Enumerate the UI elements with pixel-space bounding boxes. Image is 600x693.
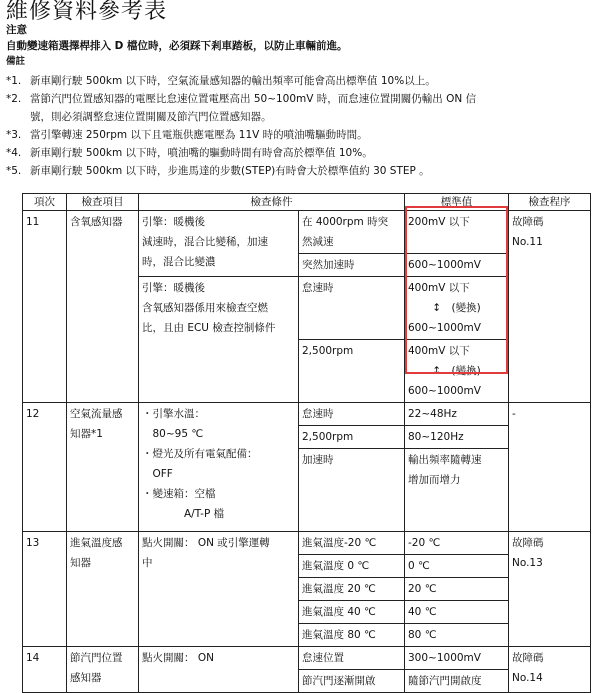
header-standard: 標準值	[405, 194, 509, 211]
standard-value-cell: 0 ℃	[405, 555, 509, 578]
standard-value-cell: 22~48Hz	[405, 403, 509, 426]
condition-cell: ・引擎水溫： 80~95 ℃ ・燈光及所有電氣配備： OFF ・變速箱：空檔 A/T-P 檔	[139, 403, 299, 532]
table-row	[23, 647, 591, 670]
sub-condition-cell: 進氣溫度 20 ℃	[299, 578, 405, 601]
remark-item: *4. 新車剛行駛 500km 以下時，噴油嘴的驅動時間有時會高於標準值 10%。	[6, 147, 373, 159]
remarks-label: 備註	[6, 56, 26, 67]
item-no-cell: 14	[23, 647, 67, 693]
standard-value-cell: 200mV 以下	[405, 211, 509, 254]
sub-condition-cell: 怠速位置	[299, 647, 405, 670]
standard-value-cell: 20 ℃	[405, 578, 509, 601]
switch-arrow-icon: ↕ (變換)	[432, 365, 481, 377]
page-title: 維修資料參考表	[6, 0, 168, 24]
remark-item: *5. 新車剛行駛 500km 以下時，步進馬達的步數(STEP)有時會大於標準值約 30 STEP 。	[6, 165, 430, 177]
header-item-no: 項次	[23, 194, 67, 211]
sub-condition-cell: 在 4000rpm 時突 然減速	[299, 211, 405, 254]
reference-table	[22, 193, 591, 693]
procedure-cell: -	[509, 403, 591, 532]
standard-value-cell: 輸出頻率隨轉速 增加而增力	[405, 449, 509, 532]
remark-item: *2. 當節汽門位置感知器的電壓比怠速位置電壓高出 50~100mV 時，而怠速位置開關仍輸出 ON 信	[6, 93, 477, 105]
check-item-cell: 空氣流量感 知器*1	[67, 403, 139, 532]
standard-value-cell: 40 ℃	[405, 601, 509, 624]
sub-condition-cell: 節汽門逐漸開啟	[299, 670, 405, 693]
item-no-cell: 11	[23, 211, 67, 403]
sub-condition-cell: 進氣溫度 80 ℃	[299, 624, 405, 647]
sub-condition-cell: 2,500rpm	[299, 340, 405, 403]
standard-value-cell: 600~1000mV	[405, 254, 509, 277]
standard-value-cell: 300~1000mV	[405, 647, 509, 670]
switch-arrow-icon: ↕ (變換)	[432, 302, 481, 314]
remark-item: 號，則必須調整怠速位置開關及節汽門位置感知器。	[30, 111, 272, 123]
table-header-row	[23, 194, 591, 211]
table-row	[23, 403, 591, 426]
remark-item: *3. 當引擎轉速 250rpm 以下且電瓶供應電壓為 11V 時的噴油嘴驅動時間。	[6, 129, 368, 141]
remark-item: *1. 新車剛行駛 500km 以下時，空氣流量感知器的輸出頻率可能會高出標準值 10%以上。	[6, 75, 436, 87]
sub-condition-cell: 進氣溫度 0 ℃	[299, 555, 405, 578]
procedure-cell: 故障碼 No.13	[509, 532, 591, 647]
standard-value-cell: 80 ℃	[405, 624, 509, 647]
condition-cell: 點火開關： ON 或引擎運轉 中	[139, 532, 299, 647]
sub-condition-cell: 突然加速時	[299, 254, 405, 277]
standard-value-cell: 400mV 以下 ↕ (變換) 600~1000mV	[405, 277, 509, 340]
check-item-cell: 進氣溫度感 知器	[67, 532, 139, 647]
procedure-cell: 故障碼 No.11	[509, 211, 591, 403]
standard-value-cell: 80~120Hz	[405, 426, 509, 449]
item-no-cell: 12	[23, 403, 67, 532]
table-row	[23, 211, 591, 254]
header-condition: 檢查條件	[139, 194, 405, 211]
standard-value-cell: -20 ℃	[405, 532, 509, 555]
sub-condition-cell: 怠速時	[299, 403, 405, 426]
sub-condition-cell: 怠速時	[299, 277, 405, 340]
condition-cell: 點火開關： ON	[139, 647, 299, 693]
sub-condition-cell: 進氣溫度 40 ℃	[299, 601, 405, 624]
standard-value-cell: 400mV 以下 ↕ (變換) 600~1000mV	[405, 340, 509, 403]
check-item-cell: 節汽門位置 感知器	[67, 647, 139, 693]
sub-condition-cell: 加速時	[299, 449, 405, 532]
header-procedure: 檢查程序	[509, 194, 591, 211]
sub-condition-cell: 進氣溫度-20 ℃	[299, 532, 405, 555]
header-check-item: 檢查項目	[67, 194, 139, 211]
condition-cell: 引擎：暖機後 減速時，混合比變稀，加速 時，混合比變濃	[139, 211, 299, 277]
condition-cell: 引擎：暖機後 含氧感知器係用來檢查空燃 比，且由 ECU 檢查控制條件	[139, 277, 299, 403]
sub-condition-cell: 2,500rpm	[299, 426, 405, 449]
standard-value-cell: 隨節汽門開啟度	[405, 670, 509, 693]
item-no-cell: 13	[23, 532, 67, 647]
table-row	[23, 532, 591, 555]
check-item-cell: 含氧感知器	[67, 211, 139, 403]
notice-label: 注意	[6, 24, 27, 36]
notice-text: 自動變速箱選擇桿排入 D 檔位時，必須踩下剎車踏板，以防止車輛前進。	[6, 40, 348, 52]
procedure-cell: 故障碼 No.14	[509, 647, 591, 693]
